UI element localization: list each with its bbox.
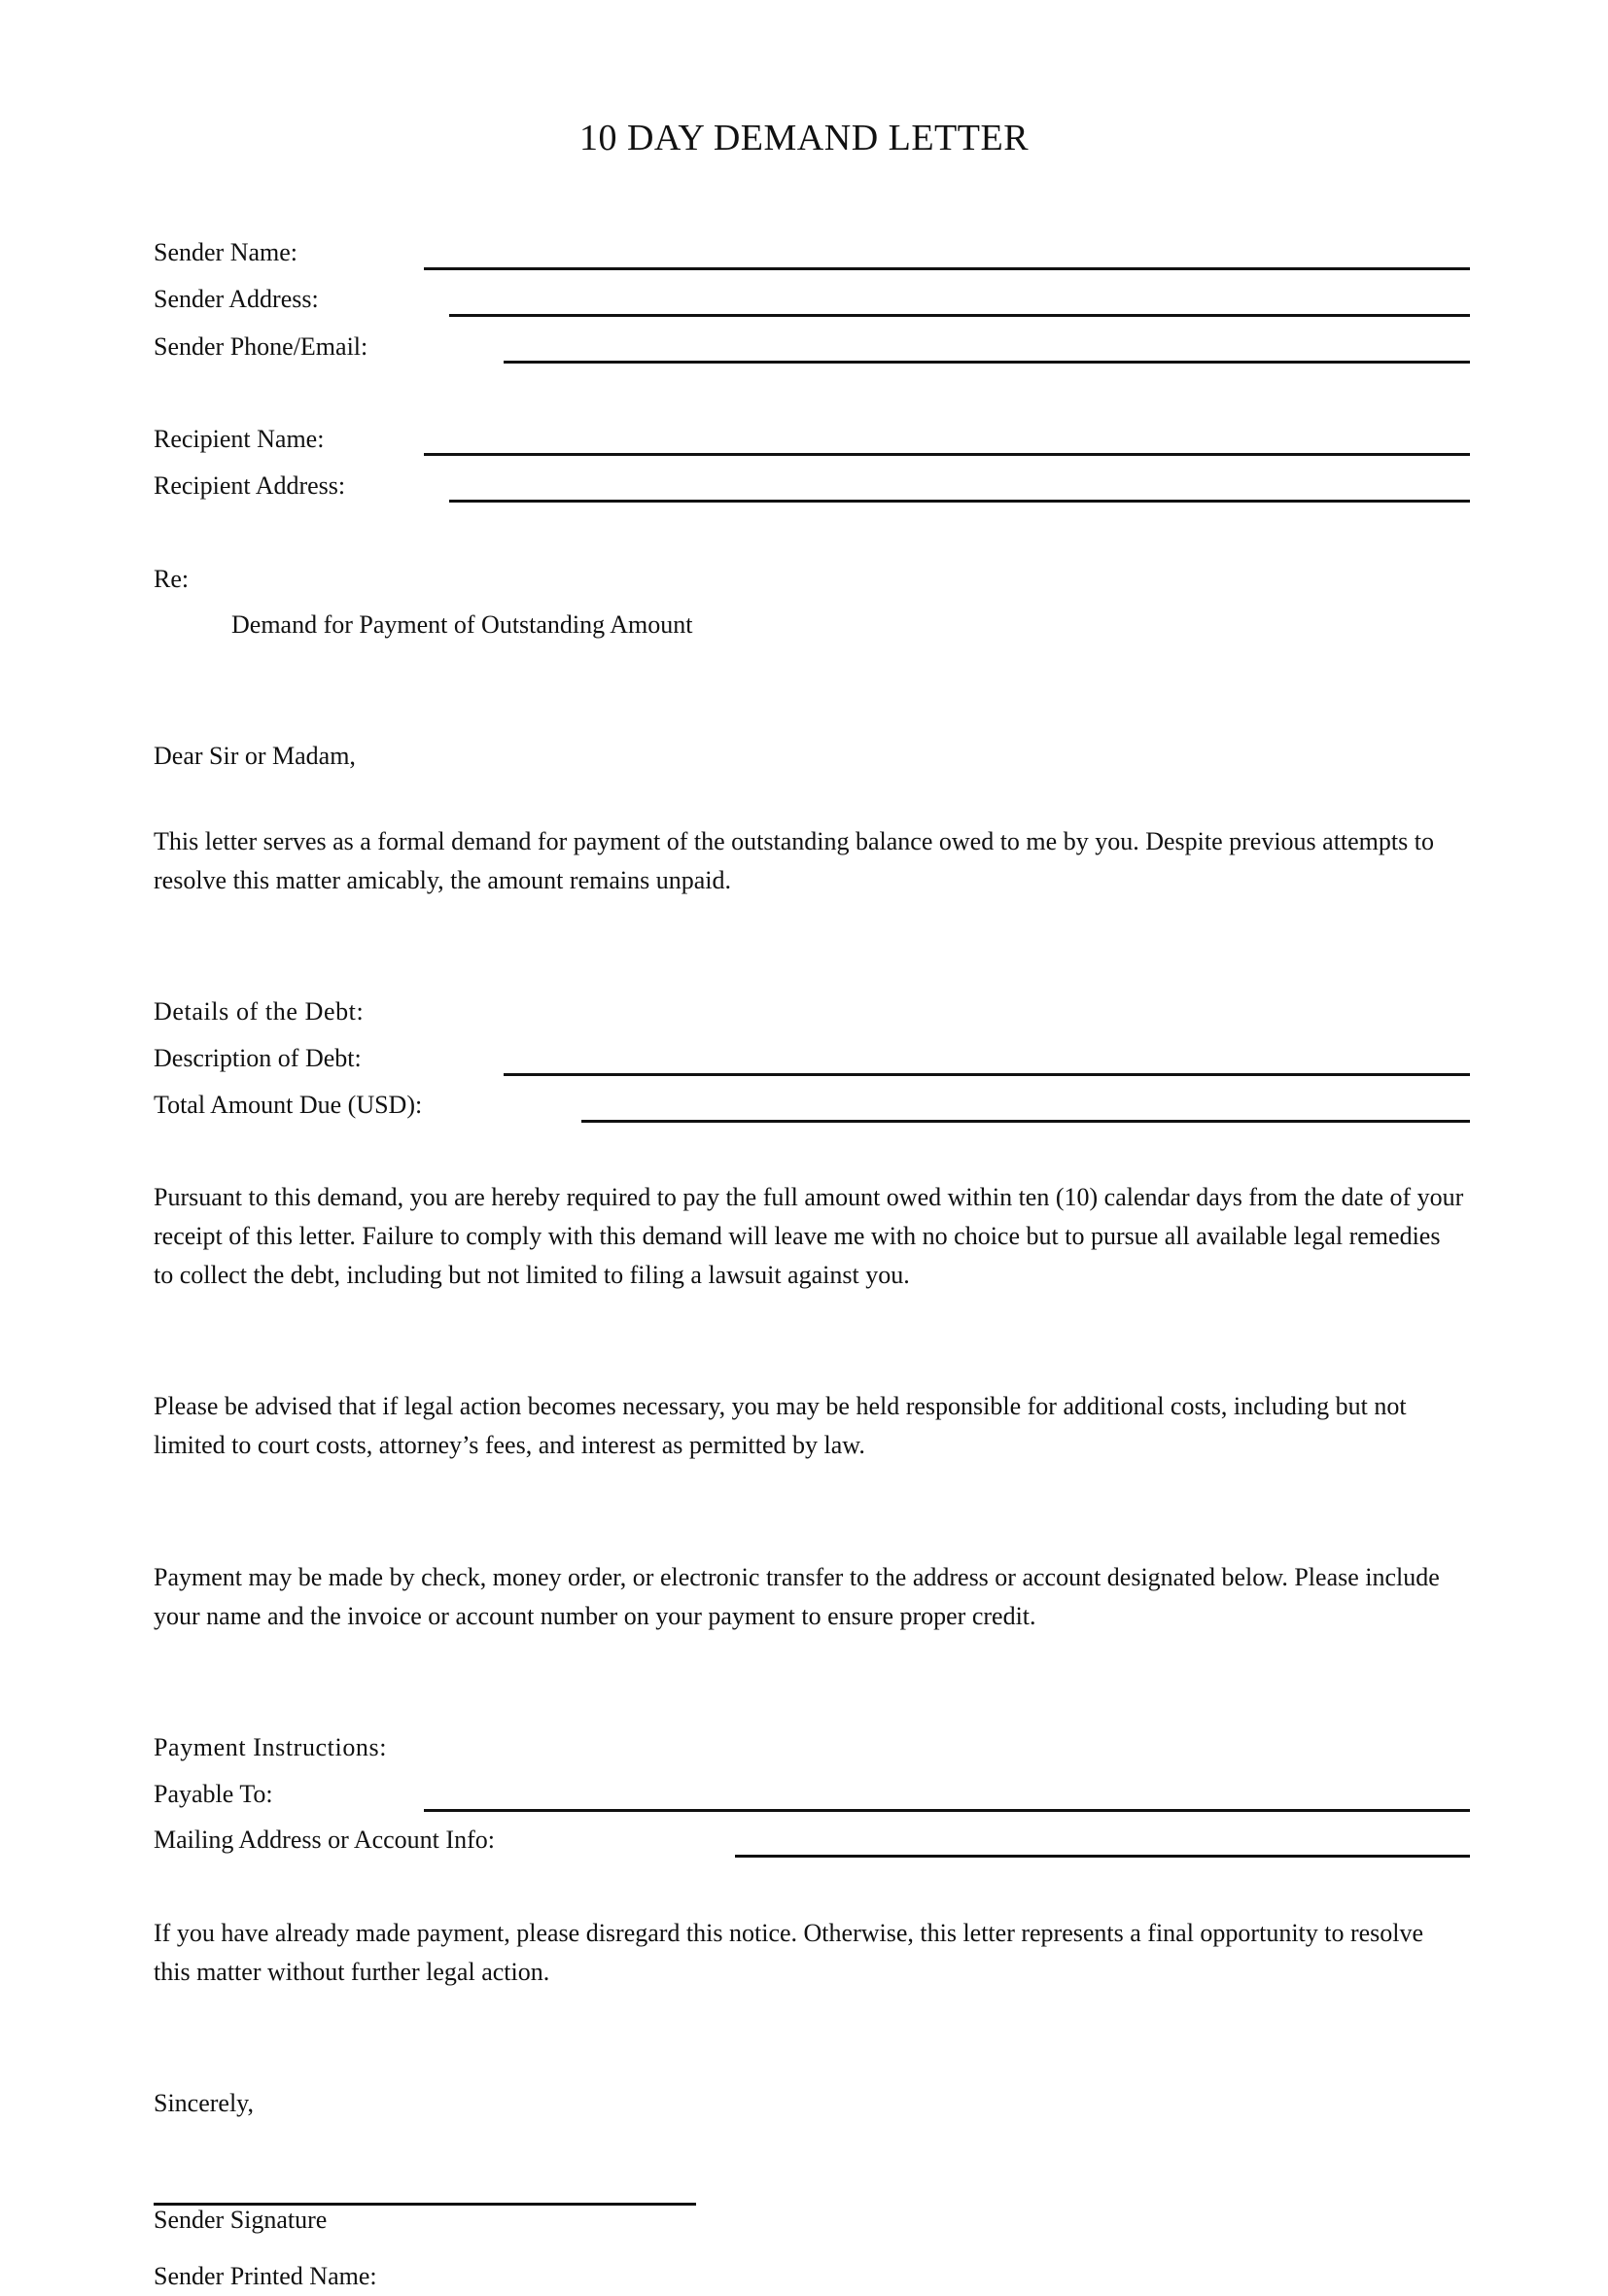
document-title: 10 DAY DEMAND LETTER <box>578 118 1030 158</box>
salutation: Dear Sir or Madam, <box>154 742 356 770</box>
recipient-name-field[interactable] <box>424 453 1470 456</box>
payable-to-label: Payable To: <box>154 1780 273 1808</box>
mailing-address-field[interactable] <box>735 1855 1470 1858</box>
signoff: Sincerely, <box>154 2089 254 2117</box>
closing-paragraph: If you have already made payment, please disregard this notice. Otherwise, this letter represents a final opportunity to resolve this matter without further legal action. <box>154 1919 1424 1986</box>
sender-address-field[interactable] <box>449 314 1470 317</box>
sender-name-field[interactable] <box>424 267 1470 270</box>
debt-amount-label: Total Amount Due (USD): <box>154 1091 423 1119</box>
sender-contact-field[interactable] <box>504 361 1470 364</box>
printed-name-label: Sender Printed Name: <box>154 2262 377 2290</box>
signature-label: Sender Signature <box>154 2206 328 2234</box>
debt-amount-field[interactable] <box>581 1120 1470 1123</box>
payment-method-paragraph: Payment may be made by check, money order, or electronic transfer to the address or account designated below. Please include your name and the invoice or account number on your payment to ensure proper credit. <box>154 1563 1440 1630</box>
payment-heading: Payment Instructions: <box>154 1733 388 1761</box>
recipient-name-label: Recipient Name: <box>154 425 325 453</box>
sender-address-label: Sender Address: <box>154 285 319 313</box>
recipient-address-field[interactable] <box>449 500 1470 503</box>
debt-description-field[interactable] <box>504 1073 1470 1076</box>
payable-to-field[interactable] <box>424 1809 1470 1812</box>
debt-heading: Details of the Debt: <box>154 997 365 1026</box>
re-label: Re: <box>154 565 190 593</box>
debt-description-label: Description of Debt: <box>154 1044 362 1072</box>
advised-paragraph: Please be advised that if legal action becomes necessary, you may be held responsible for additional costs, including but not limited to court costs, attorney’s fees, and interest as permitted by law. <box>154 1392 1407 1459</box>
mailing-address-label: Mailing Address or Account Info: <box>154 1826 495 1854</box>
sender-contact-label: Sender Phone/Email: <box>154 332 368 361</box>
recipient-address-label: Recipient Address: <box>154 471 346 500</box>
sender-name-label: Sender Name: <box>154 238 298 266</box>
re-subject: Demand for Payment of Outstanding Amount <box>231 610 693 639</box>
pursuant-paragraph: Pursuant to this demand, you are hereby required to pay the full amount owed within ten (10) calendar days from the date of your receipt of this letter. Failure to comply with this demand will leave me with no choice but to pursue all available legal remedies to collect the debt, including but not limited to filing a lawsuit against you. <box>154 1183 1464 1289</box>
intro-paragraph: This letter serves as a formal demand for payment of the outstanding balance owed to me by you. Despite previous attempts to resolve this matter amicably, the amount remains unpaid. <box>154 827 1434 894</box>
